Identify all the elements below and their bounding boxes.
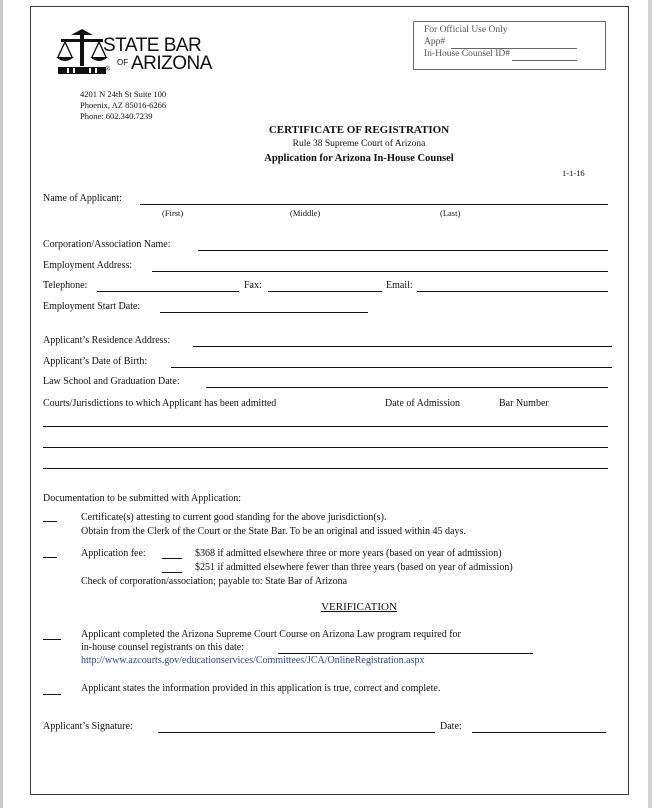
- courts-entry-line-3[interactable]: [43, 468, 608, 469]
- logo-line1: STATE BAR: [103, 35, 202, 56]
- official-counsel-id-field[interactable]: [512, 60, 577, 61]
- name-field[interactable]: [140, 204, 608, 205]
- residence-label: Applicant’s Residence Address:: [43, 335, 171, 346]
- telephone-label: Telephone:: [43, 280, 88, 291]
- statement-text: Applicant states the information provided in this application is true, correct and complete.: [81, 683, 441, 694]
- certificate-check-blank[interactable]: [43, 521, 57, 522]
- law-school-field[interactable]: [206, 387, 608, 388]
- email-field[interactable]: [417, 291, 608, 292]
- start-date-label: Employment Start Date:: [43, 301, 141, 312]
- telephone-field[interactable]: [97, 291, 239, 292]
- employment-address-label: Employment Address:: [43, 260, 133, 271]
- official-app-label: App#: [424, 37, 446, 47]
- fee-251-blank[interactable]: [162, 572, 182, 573]
- start-date-field[interactable]: [160, 312, 368, 313]
- form-page: [30, 6, 629, 795]
- bar-number-header: Bar Number: [499, 398, 549, 409]
- fee-368-blank[interactable]: [162, 558, 182, 559]
- corporation-label: Corporation/Association Name:: [43, 239, 171, 250]
- form-title: CERTIFICATE OF REGISTRATION: [268, 124, 450, 136]
- address-line3: Phone: 602.340.7239: [80, 111, 153, 121]
- courts-entry-line-1[interactable]: [43, 426, 608, 427]
- signature-label: Applicant’s Signature:: [43, 721, 133, 732]
- fax-label: Fax:: [244, 280, 262, 291]
- certificate-line1: Certificate(s) attesting to current good standing for the above jurisdiction(s).: [81, 512, 387, 523]
- course-date-field[interactable]: [278, 653, 533, 654]
- registration-link[interactable]: http://www.azcourts.gov/educationservices/Committees/JCA/OnlineRegistration.aspx: [81, 655, 425, 666]
- official-counsel-label: In-House Counsel ID#: [424, 49, 511, 59]
- check-payable-note: Check of corporation/association; payable to: State Bar of Arizona: [81, 576, 348, 587]
- logo-of: OF: [117, 58, 129, 67]
- official-use-box: [413, 21, 606, 70]
- address-line2: Phoenix, AZ 85016-6266: [80, 100, 167, 110]
- corporation-field[interactable]: [198, 250, 608, 251]
- revision-date: 1-1-16: [562, 168, 585, 178]
- name-label: Name of Applicant:: [43, 193, 122, 204]
- logo-line2: ARIZONA: [131, 53, 212, 74]
- email-label: Email:: [386, 280, 413, 291]
- window-frame-left: [0, 0, 3, 808]
- course-check-blank[interactable]: [43, 639, 61, 640]
- course-line2: in-house counsel registrants on this date:: [81, 642, 245, 653]
- form-subtitle: Application for Arizona In-House Counsel: [264, 153, 454, 164]
- date-of-admission-header: Date of Admission: [385, 398, 460, 409]
- fax-field[interactable]: [268, 291, 382, 292]
- last-name-caption: (Last): [440, 208, 461, 218]
- dob-label: Applicant’s Date of Birth:: [43, 356, 148, 367]
- official-use-heading: For Official Use Only: [424, 25, 508, 35]
- fee-251-option: $251 if admitted elsewhere fewer than three years (based on year of admission): [195, 562, 513, 573]
- signature-date-field[interactable]: [472, 732, 606, 733]
- first-name-caption: (First): [162, 208, 184, 218]
- statement-check-blank[interactable]: [43, 694, 61, 695]
- fee-label: Application fee:: [81, 548, 146, 559]
- dob-field[interactable]: [171, 367, 612, 368]
- certificate-line2: Obtain from the Clerk of the Court or the State Bar. To be an original and issued within 45 days.: [81, 526, 466, 537]
- logo-registered-mark: ®: [105, 65, 111, 73]
- law-school-label: Law School and Graduation Date:: [43, 376, 180, 387]
- courts-label: Courts/Jurisdictions to which Applicant has been admitted: [43, 398, 277, 409]
- signature-field[interactable]: [158, 732, 435, 733]
- documentation-heading: Documentation to be submitted with Application:: [43, 493, 242, 504]
- course-line1: Applicant completed the Arizona Supreme Court Course on Arizona Law program required for: [81, 629, 461, 640]
- signature-date-label: Date:: [440, 721, 462, 732]
- rule-reference: Rule 38 Supreme Court of Arizona: [292, 139, 426, 149]
- middle-name-caption: (Middle): [290, 208, 321, 218]
- fee-check-blank[interactable]: [43, 557, 57, 558]
- employment-address-field[interactable]: [152, 271, 608, 272]
- window-frame-right: [648, 0, 652, 808]
- verification-heading: VERIFICATION: [321, 601, 397, 613]
- address-line1: 4201 N 24th St Suite 100: [80, 89, 167, 99]
- state-bar-logo: [53, 27, 253, 79]
- residence-field[interactable]: [193, 346, 612, 347]
- fee-368-option: $368 if admitted elsewhere three or more years (based on year of admission): [195, 548, 502, 559]
- courts-entry-line-2[interactable]: [43, 447, 608, 448]
